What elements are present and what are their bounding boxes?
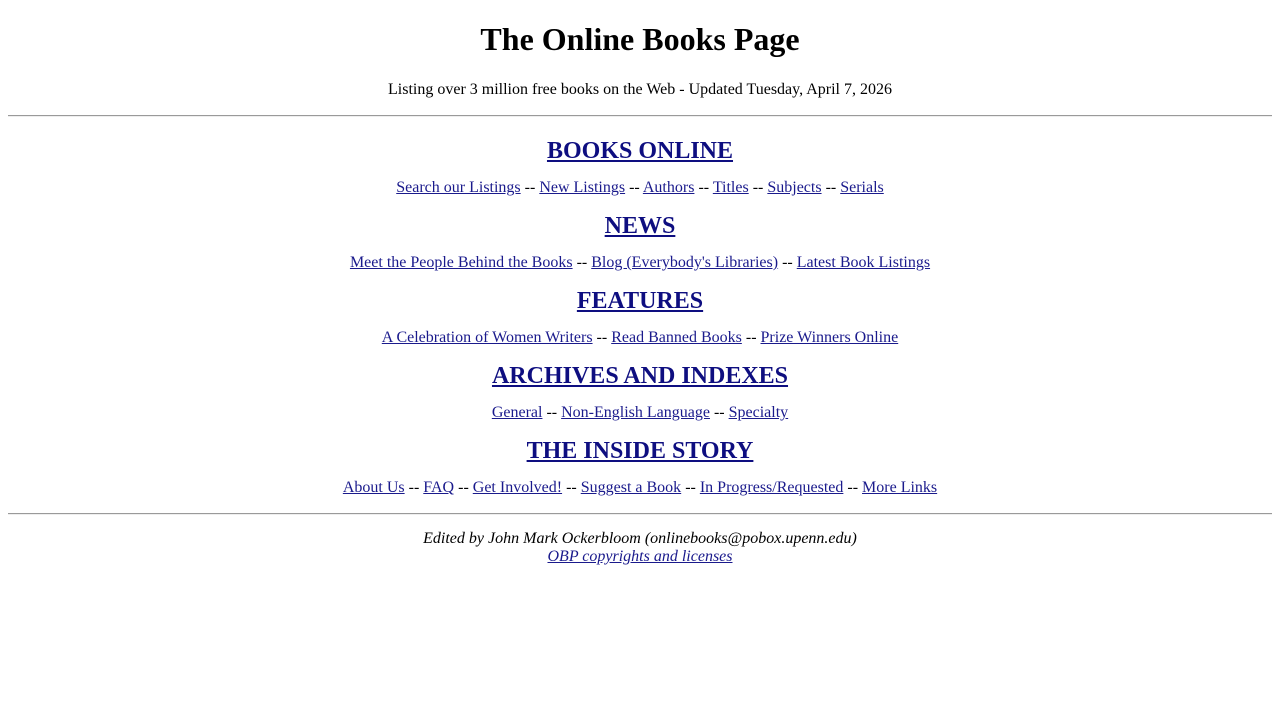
section-heading-link[interactable]: BOOKS ONLINE — [546, 138, 734, 164]
section-links — [8, 165, 1272, 197]
section-links — [8, 315, 1272, 347]
nav-link[interactable]: A Celebration of Women Writers — [381, 329, 593, 346]
nav-link[interactable]: New Listings — [539, 179, 626, 196]
link-separator: -- — [847, 479, 859, 496]
link-separator: -- — [825, 179, 837, 196]
tagline: Listing over 3 million free books on the Web - Updated Tuesday, April 7, 2026 — [388, 81, 892, 98]
nav-link[interactable]: Specialty — [728, 404, 789, 421]
section-heading-link[interactable]: FEATURES — [576, 288, 704, 314]
nav-link[interactable]: Latest Book Listings — [796, 254, 931, 271]
nav-link[interactable]: More Links — [862, 479, 938, 496]
nav-link[interactable]: General — [491, 404, 543, 421]
nav-link[interactable]: Suggest a Book — [580, 479, 682, 496]
nav-link[interactable]: Read Banned Books — [611, 329, 742, 346]
section-heading-link[interactable]: THE INSIDE STORY — [526, 438, 754, 464]
copyright-license-link[interactable]: OBP copyrights and licenses — [547, 548, 733, 565]
section-heading — [8, 117, 1272, 165]
link-separator: -- — [698, 179, 710, 196]
link-separator: -- — [408, 479, 420, 496]
nav-link[interactable]: Titles — [712, 179, 749, 196]
link-separator: -- — [629, 179, 640, 196]
page-title: The Online Books Page — [480, 21, 800, 57]
section-heading — [8, 347, 1272, 390]
sections-container — [8, 117, 1272, 497]
nav-link[interactable]: Blog (Everybody's Libraries) — [591, 254, 779, 271]
nav-link[interactable]: Serials — [840, 179, 884, 196]
link-separator: -- — [752, 179, 764, 196]
section-links — [8, 390, 1272, 422]
link-separator: -- — [566, 479, 577, 496]
link-separator: -- — [745, 329, 757, 346]
link-separator: -- — [596, 329, 608, 346]
link-separator: -- — [546, 404, 558, 421]
nav-link[interactable]: About Us — [342, 479, 405, 496]
link-separator: -- — [576, 254, 588, 271]
nav-link[interactable]: Non-English Language — [561, 404, 710, 421]
section-heading-link[interactable]: ARCHIVES AND INDEXES — [491, 363, 789, 389]
nav-link[interactable]: Prize Winners Online — [760, 329, 899, 346]
nav-link[interactable]: Search our Listings — [396, 179, 521, 196]
section-links — [8, 240, 1272, 272]
section-heading-link[interactable]: NEWS — [604, 213, 676, 239]
link-separator: -- — [685, 479, 696, 496]
nav-link[interactable]: In Progress/Requested — [699, 479, 844, 496]
link-separator: -- — [524, 179, 536, 196]
nav-link[interactable]: FAQ — [423, 479, 455, 496]
nav-link[interactable]: Authors — [642, 179, 695, 196]
link-separator: -- — [458, 479, 469, 496]
link-separator: -- — [782, 254, 793, 271]
link-separator: -- — [713, 404, 725, 421]
footer — [8, 515, 1272, 566]
nav-link[interactable]: Subjects — [767, 179, 822, 196]
editor-credit: Edited by John Mark Ockerbloom (onlinebooks@pobox.upenn.edu) — [423, 530, 857, 547]
nav-link[interactable]: Meet the People Behind the Books — [349, 254, 573, 271]
section-links — [8, 465, 1272, 497]
nav-link[interactable]: Get Involved! — [472, 479, 563, 496]
section-heading — [8, 197, 1272, 240]
section-heading — [8, 422, 1272, 465]
section-heading — [8, 272, 1272, 315]
